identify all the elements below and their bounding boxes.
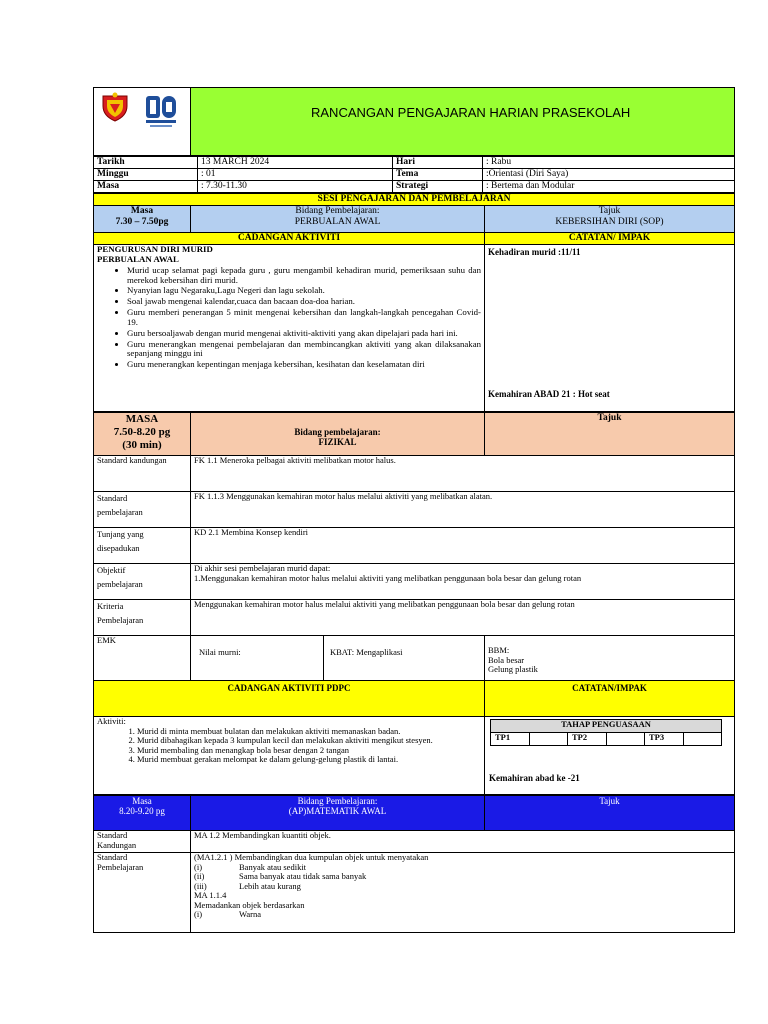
s3-bidang-cell <box>191 796 485 831</box>
s3-sp-label <box>94 853 191 933</box>
hari-label: Hari <box>393 157 483 169</box>
tarikh-value: 13 MARCH 2024 <box>198 157 393 169</box>
s1-cadangan-header: CADANGAN AKTIVITI <box>94 233 485 245</box>
tarikh-label: Tarikh <box>94 157 198 169</box>
s2-sk-value: FK 1.1 Meneroka pelbagai aktiviti melibatkan motor halus. <box>191 456 735 492</box>
s1-activity-cell <box>94 245 485 412</box>
list-item: • Guru menerangkan kepentingan menjaga kebersihan, kesihatan dan keselamatan diri <box>127 360 481 370</box>
list-item: 2. Murid dibahagikan kepada 3 kumpulan kecil dan melakukan aktiviti mengikut stesyen. <box>137 736 481 746</box>
s1-bidang-label: Bidang Pembelajaran: <box>295 206 380 216</box>
s2-nilai: Nilai murni: <box>191 636 324 681</box>
s3-sk-label <box>94 831 191 853</box>
session-1-table <box>93 193 735 412</box>
s2-sp-label <box>94 492 191 528</box>
s2-bbm-label: BBM: <box>488 645 510 655</box>
s1-sub1: PENGURUSAN DIRI MURID <box>97 244 213 254</box>
s2-tajuk-cell <box>485 413 735 456</box>
s2-tunjang-value: KD 2.1 Membina Konsep kendiri <box>191 528 735 564</box>
s2-kriteria-label-1: Kriteria <box>97 601 124 611</box>
s1-catatan-header: CATATAN/ IMPAK <box>485 233 735 245</box>
strategi-label: Strategi <box>393 181 483 193</box>
s1-masa-cell <box>94 206 191 233</box>
s3-sp-text: Warna <box>239 909 261 920</box>
s2-aktiviti-cell <box>94 717 485 795</box>
s2-kbat: KBAT: Mengaplikasi <box>324 636 485 681</box>
s2-objektif-label-2: pembelajaran <box>97 578 143 589</box>
list-item: • Guru memberi penerangan 5 minit mengenai kebersihan dan langkah-langkah pencegahan Covid-19. <box>127 308 481 328</box>
s2-kriteria-value: Menggunakan kemahiran motor halus melalui aktiviti yang melibatkan penggunaan bola besar dan gelung rotan <box>191 600 735 636</box>
s1-kehadiran: Kehadiran murid :11/11 <box>488 247 581 257</box>
s2-masa-cell <box>94 413 191 456</box>
s3-tajuk-label: Tajuk <box>599 796 620 806</box>
s3-sp-num: (i) <box>194 861 203 872</box>
header-table <box>93 87 735 156</box>
s3-sk-value: MA 1.2 Membandingkan kuantiti objek. <box>191 831 735 853</box>
s2-catatan-cell <box>485 717 735 795</box>
s2-tunjang-label-1: Tunjang yang <box>97 529 144 539</box>
s2-emk-label: EMK <box>94 636 191 681</box>
s3-bidang-value: (AP)MATEMATIK AWAL <box>288 806 387 817</box>
s2-tajuk-label: Tajuk <box>597 413 622 423</box>
hari-value: : Rabu <box>483 157 735 169</box>
strategi-value: : Bertema dan Modular <box>483 181 735 193</box>
s1-tajuk-value: KEBERSIHAN DIRI (SOP) <box>555 216 664 227</box>
tahap-label: TAHAP PENGUASAAN <box>491 720 722 733</box>
minggu-value: : 01 <box>198 169 393 181</box>
page-title <box>191 88 735 156</box>
s3-tajuk-cell <box>485 796 735 831</box>
list-item: • Guru bersoaljawab dengan murid mengenai aktiviti-aktiviti yang akan dipelajari pada hari ini. <box>127 329 481 339</box>
s3-sp-text: Memadankan objek berdasarkan <box>194 899 305 910</box>
s3-sp-line <box>194 910 731 920</box>
s2-bidang-label: Bidang pembelajaran: <box>294 426 381 437</box>
masa-value: : 7.30-11.30 <box>198 181 393 193</box>
s3-sk-label-2: Kandungan <box>97 839 137 850</box>
s2-tunjang-label <box>94 528 191 564</box>
lesson-plan-document <box>93 87 734 933</box>
s2-sk-label: Standard kandungan <box>94 456 191 492</box>
tahap-penguasaan-table <box>490 719 722 746</box>
page-title-text: RANCANGAN PENGAJARAN HARIAN PRASEKOLAH <box>311 105 631 121</box>
tp1-value <box>529 733 568 746</box>
s2-objektif-1: Di akhir sesi pembelajaran murid dapat: <box>194 563 331 573</box>
s3-sk-label-1: Standard <box>97 830 128 840</box>
s3-sp-text: MA 1.1.4 <box>194 890 227 901</box>
s3-sp-text: (MA1.2.1 ) Membandingkan dua kumpulan objek untuk menyatakan <box>194 852 429 862</box>
s3-sp-text: Lebih atau kurang <box>239 880 301 891</box>
s1-kemahiran: Kemahiran ABAD 21 : Hot seat <box>488 389 610 399</box>
s2-durasi: (30 min) <box>122 439 162 452</box>
tp2-label: TP2 <box>568 733 607 746</box>
s2-aktiviti-list <box>97 727 481 765</box>
s2-tunjang-label-2: disepadukan <box>97 542 140 553</box>
tema-value: :Orientasi (Diri Saya) <box>483 169 735 181</box>
list-item: 4. Murid membuat gerakan melompat ke dalam gelung-gelung plastik di lantai. <box>137 755 481 765</box>
s3-sp-num: (iii) <box>194 880 207 891</box>
s3-sp-num: (ii) <box>194 871 205 882</box>
masa-label: Masa <box>94 181 198 193</box>
s1-masa-value: 7.30 – 7.50pg <box>115 216 169 227</box>
s3-sp-text: Sama banyak atau tidak sama banyak <box>239 871 367 882</box>
s2-bbm-1: Bola besar <box>488 654 525 665</box>
list-item: • Murid ucap selamat pagi kepada guru , guru mengambil kehadiran murid, pemeriksaan suhu dan merekod kebersihan diri murid. <box>127 266 481 286</box>
s1-bidang-value: PERBUALAN AWAL <box>294 216 381 227</box>
tp2-value <box>606 733 645 746</box>
s2-kriteria-label <box>94 600 191 636</box>
s1-sub2: PERBUALAN AWAL <box>97 253 179 264</box>
s2-bbm-2: Gelung plastik <box>488 664 538 675</box>
s1-tajuk-cell <box>485 206 735 233</box>
s2-bbm-cell <box>485 636 735 681</box>
s3-sp-text: Banyak atau sedikit <box>239 861 307 872</box>
s3-bidang-label: Bidang Pembelajaran: <box>297 796 378 806</box>
s2-objektif-label <box>94 564 191 600</box>
s2-masa-value: 7.50-8.20 pg <box>113 426 171 439</box>
s1-activity-list <box>97 266 481 370</box>
s3-masa-value: 8.20-9.20 pg <box>119 806 165 817</box>
s3-sp-value <box>191 853 735 933</box>
s1-masa-label: Masa <box>130 206 154 216</box>
list-item: • Guru menerangkan mengenai pembelajaran dan membincangkan aktiviti yang akan dilaksanakan sepanjang minggu ini <box>127 340 481 360</box>
info-table <box>93 156 735 193</box>
tp3-label: TP3 <box>645 733 684 746</box>
s1-notes-cell <box>485 245 735 412</box>
s1-bidang-cell <box>191 206 485 233</box>
sesi-title: SESI PENGAJARAN DAN PEMBELAJARAN <box>94 194 735 206</box>
s2-kriteria-label-2: Pembelajaran <box>97 614 144 625</box>
tp3-value <box>683 733 722 746</box>
s2-sp-value: FK 1.1.3 Menggunakan kemahiran motor halus melalui aktiviti yang melibatkan alatan. <box>191 492 735 528</box>
s3-sp-num: (i) <box>194 909 203 920</box>
s3-masa-cell <box>94 796 191 831</box>
s3-sp-label-1: Standard <box>97 852 128 862</box>
session-3-table <box>93 795 735 933</box>
s3-sp-line <box>194 882 731 892</box>
s2-sp-label-1: Standard <box>97 493 128 503</box>
tp1-label: TP1 <box>491 733 530 746</box>
logo-cell <box>94 88 191 156</box>
tema-label: Tema <box>393 169 483 181</box>
s2-masa-label: MASA <box>125 413 159 425</box>
minggu-label: Minggu <box>94 169 198 181</box>
s3-sp-line <box>194 901 731 911</box>
s1-tajuk-label: Tajuk <box>598 206 621 216</box>
s2-aktiviti-label: Aktiviti: <box>97 716 126 726</box>
session-2-table <box>93 412 735 795</box>
s2-objektif-value <box>191 564 735 600</box>
s2-bidang-value: FIZIKAL <box>318 437 357 447</box>
s3-masa-label: Masa <box>132 796 152 806</box>
school-crest-logo <box>100 92 130 132</box>
list-item: 3. Murid membaling dan menangkap bola besar dengan 2 tangan <box>137 746 481 756</box>
s2-sp-label-2: pembelajaran <box>97 506 143 517</box>
s2-kemahiran-abad: Kemahiran abad ke -21 <box>489 773 580 783</box>
list-item: • Nyanyian lagu Negaraku,Lagu Negeri dan lagu sekolah. <box>127 286 481 296</box>
school-badge-logo <box>144 92 178 132</box>
s2-catatan-header: CATATAN/IMPAK <box>485 681 735 717</box>
list-item: 1. Murid di minta membuat bulatan dan melakukan aktiviti memanaskan badan. <box>137 727 481 737</box>
s2-objektif-label-1: Objektif <box>97 565 126 575</box>
s2-bidang-cell <box>191 413 485 456</box>
list-item: • Soal jawab mengenai kalendar,cuaca dan bacaan doa-doa harian. <box>127 297 481 307</box>
s3-sp-label-2: Pembelajaran <box>97 861 144 872</box>
s2-objektif-2: 1.Menggunakan kemahiran motor halus melalui aktiviti yang melibatkan penggunaan bola besar dan gelung rotan <box>194 572 582 583</box>
s2-cadangan-header: CADANGAN AKTIVITI PDPC <box>94 681 485 717</box>
